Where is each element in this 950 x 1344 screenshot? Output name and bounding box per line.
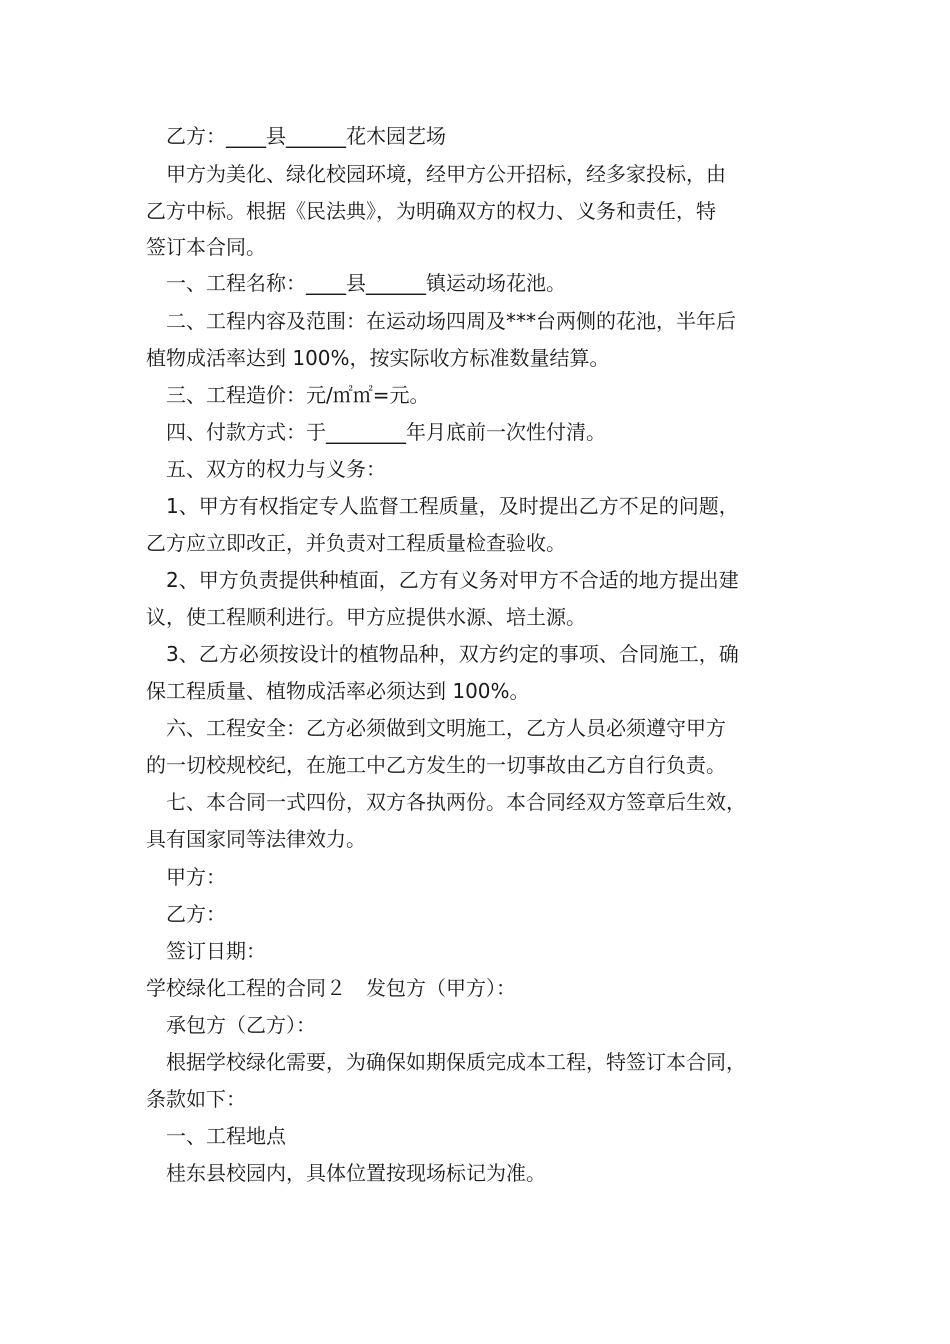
text-line: 桂东县校园内，具体位置按现场标记为准。 [166, 1161, 546, 1185]
signature-label-party-a: 甲方： [166, 865, 226, 889]
text-line: 乙方：____县______花木园艺场 [166, 124, 446, 148]
text-line: 3、乙方必须按设计的植物品种，双方约定的事项、合同施工，确 [166, 642, 739, 666]
text-line: 议，使工程顺利进行。甲方应提供水源、培土源。 [146, 605, 586, 629]
text-line: 保工程质量、植物成活率必须达到 100%。 [146, 679, 530, 703]
text-line: 四、付款方式：于________年月底前一次性付清。 [166, 420, 606, 444]
text-line: 二、工程内容及范围：在运动场四周及***台两侧的花池，半年后 [166, 309, 736, 333]
text-line: 根据学校绿化需要，为确保如期保质完成本工程，特签订本合同， [166, 1050, 746, 1074]
text-line: 的一切校规校纪，在施工中乙方发生的一切事故由乙方自行负责。 [146, 753, 726, 777]
text-line: 植物成活率达到 100%，按实际收方标准数量结算。 [146, 346, 610, 370]
text-line: 一、工程地点 [166, 1124, 286, 1148]
text-line: 五、双方的权力与义务： [166, 457, 386, 481]
text-line: 甲方为美化、绿化校园环境，经甲方公开招标，经多家投标，由 [166, 162, 726, 186]
text-line: 乙方中标。根据《民法典》，为明确双方的权力、义务和责任，特 [146, 199, 716, 223]
text-line: 1、甲方有权指定专人监督工程质量，及时提出乙方不足的问题， [166, 494, 739, 518]
text-line: 具有国家同等法律效力。 [146, 827, 366, 851]
text-line: 七、本合同一式四份，双方各执两份。本合同经双方签章后生效， [166, 790, 746, 814]
section-title: 学校绿化工程的合同２ 发包方（甲方）： [146, 976, 516, 1000]
text-line: 签订本合同。 [146, 235, 266, 259]
text-line: 六、工程安全：乙方必须做到文明施工，乙方人员必须遵守甲方 [166, 716, 726, 740]
signature-label-party-b: 乙方： [166, 902, 226, 926]
text-line: 2、甲方负责提供种植面，乙方有义务对甲方不合适的地方提出建 [166, 568, 739, 592]
text-line: 一、工程名称：____县______镇运动场花池。 [166, 271, 566, 295]
signing-date-label: 签订日期： [166, 939, 266, 963]
text-line: 条款如下： [146, 1087, 246, 1111]
text-line: 乙方应立即改正，并负责对工程质量检查验收。 [146, 531, 566, 555]
text-line: 三、工程造价：元/㎡㎡=元。 [166, 383, 430, 407]
text-line: 承包方（乙方）： [166, 1013, 316, 1037]
